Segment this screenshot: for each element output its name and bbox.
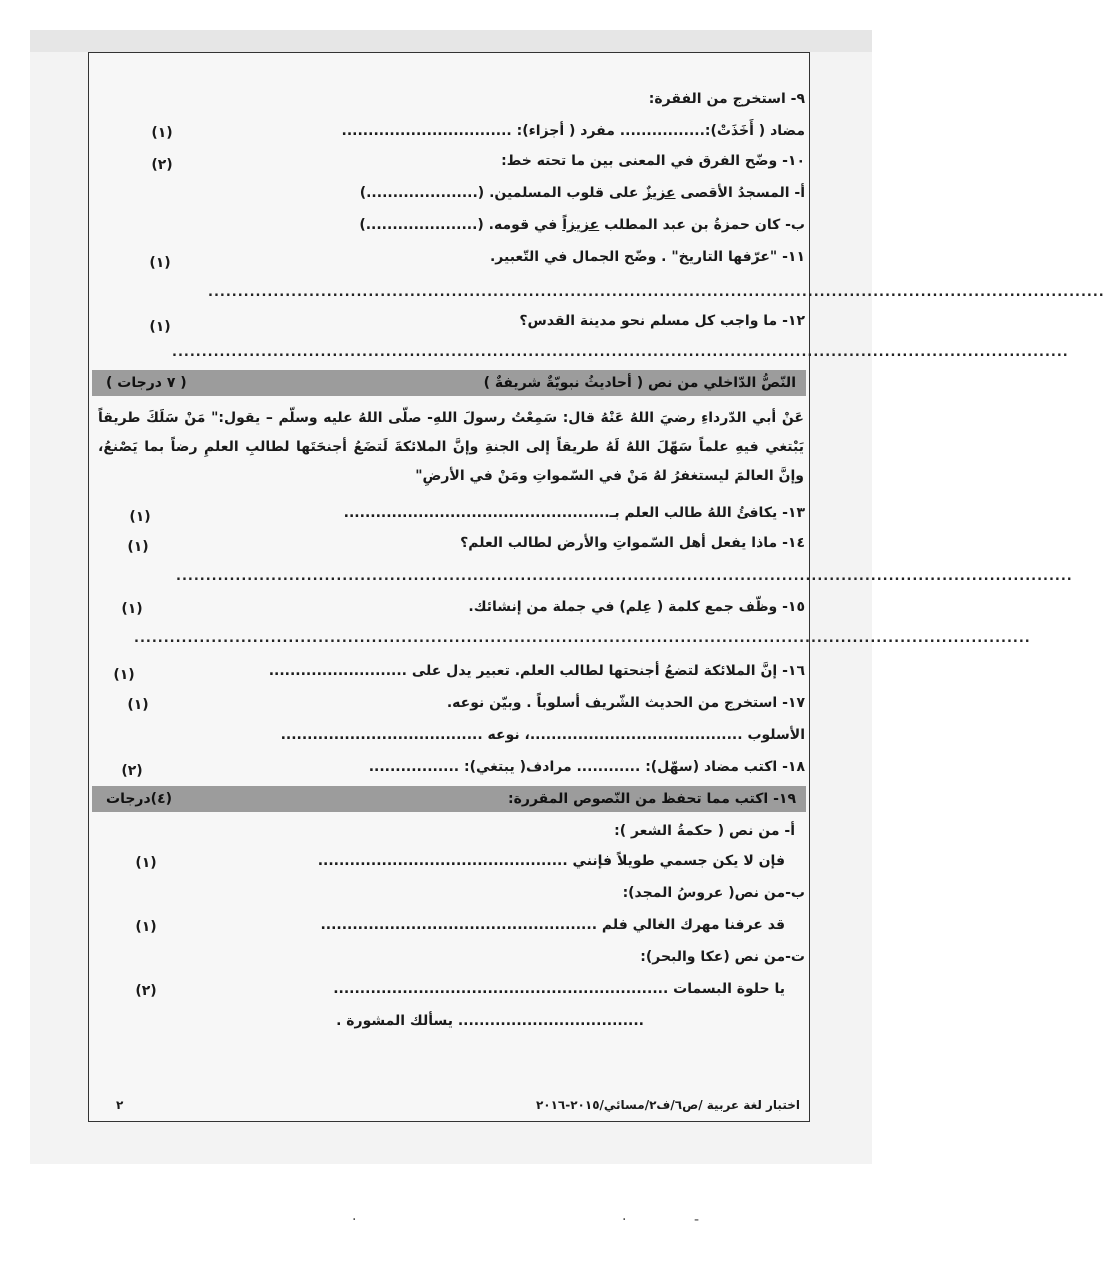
q19-c-line2: ................................... يسألك المشورة . — [336, 1013, 644, 1029]
q19-b-line: قد عرفنا مهرك الغالي فلم .................................................... — [320, 917, 785, 933]
section-hadith-score: ( ٧ درجات ) — [106, 375, 187, 391]
q11-text: ١١- "عرّفها التاريخ" . وضّح الجمال في التّعبير. — [489, 249, 805, 265]
q10-a — [95, 180, 805, 206]
section-memorized-header — [92, 786, 806, 812]
q16-text: ١٦- إنَّ الملائكة لتضعُ أجنحتها لطالب العلم. تعبير يدل على .......................... — [268, 663, 805, 679]
q12-answer-line: ....................................................................................................................................................... — [172, 345, 1069, 360]
q12-mark: (١) — [149, 319, 171, 335]
scan-speck: · — [622, 1212, 627, 1228]
q17-text: ١٧- استخرج من الحديث الشّريف أسلوباً . وبيّن نوعه. — [446, 695, 805, 711]
section-hadith-title: النّصُّ الدّاخلي من نص ( أحاديثُ نبويّةٌ شريفةٌ ) — [483, 375, 796, 391]
q19-c-title: ت-من نص (عكا والبحر): — [640, 949, 805, 965]
q10-a-word: عزيزٌ — [643, 185, 676, 201]
q10-a-pre: أ- المسجدُ الأقصى — [675, 185, 805, 201]
page-footer — [100, 1094, 800, 1116]
q10-b-pre: ب- كان حمزةُ بن عبد المطلب — [599, 217, 805, 233]
q10-mark: (٢) — [151, 157, 173, 173]
q10-a-post: على قلوب المسلمين. (.....................) — [359, 185, 644, 201]
q10-b — [95, 212, 805, 238]
q19-a-line: فإن لا يكن جسمي طويلاً فإنني ............................................... — [317, 853, 785, 869]
q17-line: الأسلوب ........................................، نوعه ...................................... — [280, 727, 805, 743]
q17-mark: (١) — [127, 697, 149, 713]
scan-speck: - — [694, 1212, 700, 1228]
q9-mark: (١) — [151, 125, 173, 141]
q10-title: ١٠- وضّح الفرق في المعنى بين ما تحته خط: — [501, 153, 805, 169]
q13-text: ١٣- يكافئُ اللهُ طالب العلم بـ.................................................. — [343, 505, 805, 521]
q10-b-post: في قومه. (.....................) — [359, 217, 563, 233]
q19-a-mark: (١) — [135, 855, 157, 871]
scan-edge — [30, 30, 872, 52]
q15-mark: (١) — [121, 601, 143, 617]
hadith-text: عَنْ أبي الدّرداءِ رضيَ اللهُ عَنْهُ قال: سَمِعْتُ رسولَ اللهِ- صلّى اللهُ عليه وسلّم – يقول:" مَنْ سَلَكَ طريقاً يَبْتغي فيهِ علماً سَهّلَ اللهُ لَهُ طريقاً إلى الجنةِ وإنَّ الملائكةَ لَتضَعُ أجنحَتَها لطالبِ العلمِ رضاً بما يَصْنعُ، وإنَّ العالمَ ليستغفرُ لهُ مَنْ في السّمواتِ ومَنْ في الأرضِ" — [98, 410, 804, 484]
q11-answer-line: ....................................................................................................................................................... — [208, 285, 1105, 300]
q9-line: مضاد ( أَخَذَتْ):................ مفرد ( أجزاء): ................................ — [341, 123, 805, 139]
q14-answer-line: ....................................................................................................................................................... — [176, 569, 1073, 584]
scan-speck: · — [352, 1212, 357, 1228]
q18-mark: (٢) — [121, 763, 143, 779]
q15-answer-line: ....................................................................................................................................................... — [134, 631, 1031, 646]
section-memorized-score: (٤)درجات — [106, 791, 173, 807]
q11-mark: (١) — [149, 255, 171, 271]
q19-c-mark: (٢) — [135, 983, 157, 999]
q19-b-mark: (١) — [135, 919, 157, 935]
page-number: ٢ — [116, 1098, 124, 1112]
q14-text: ١٤- ماذا يفعل أهل السّمواتِ والأرض لطالب العلم؟ — [460, 535, 805, 551]
q14-mark: (١) — [127, 539, 149, 555]
section-memorized-title: ١٩- اكتب مما تحفظ من النّصوص المقررة: — [508, 791, 796, 807]
q15-text: ١٥- وظّف جمع كلمة ( عِلم) في جملة من إنشائك. — [468, 599, 805, 615]
q10-b-word: عزيزاً — [562, 217, 600, 233]
footer-text: اختبار لغة عربية /ص٦/ف٢/مسائي/٢٠١٥-٢٠١٦ — [535, 1098, 800, 1112]
section-hadith-header — [92, 370, 806, 396]
q19-a-title: أ- من نص ( حكمةُ الشعر ): — [614, 823, 795, 839]
q19-c-line: يا حلوة البسمات ............................................................... — [333, 981, 785, 997]
q9-title: ٩- استخرج من الفقرة: — [648, 91, 805, 107]
q16-mark: (١) — [113, 667, 135, 683]
q13-mark: (١) — [129, 509, 151, 525]
q12-text: ١٢- ما واجب كل مسلم نحو مدينة القدس؟ — [519, 313, 805, 329]
q19-b-title: ب-من نص( عروسُ المجد): — [622, 885, 805, 901]
q18-text: ١٨- اكتب مضاد (سهّل): ............ مرادف( يبتغي): ................. — [368, 759, 805, 775]
